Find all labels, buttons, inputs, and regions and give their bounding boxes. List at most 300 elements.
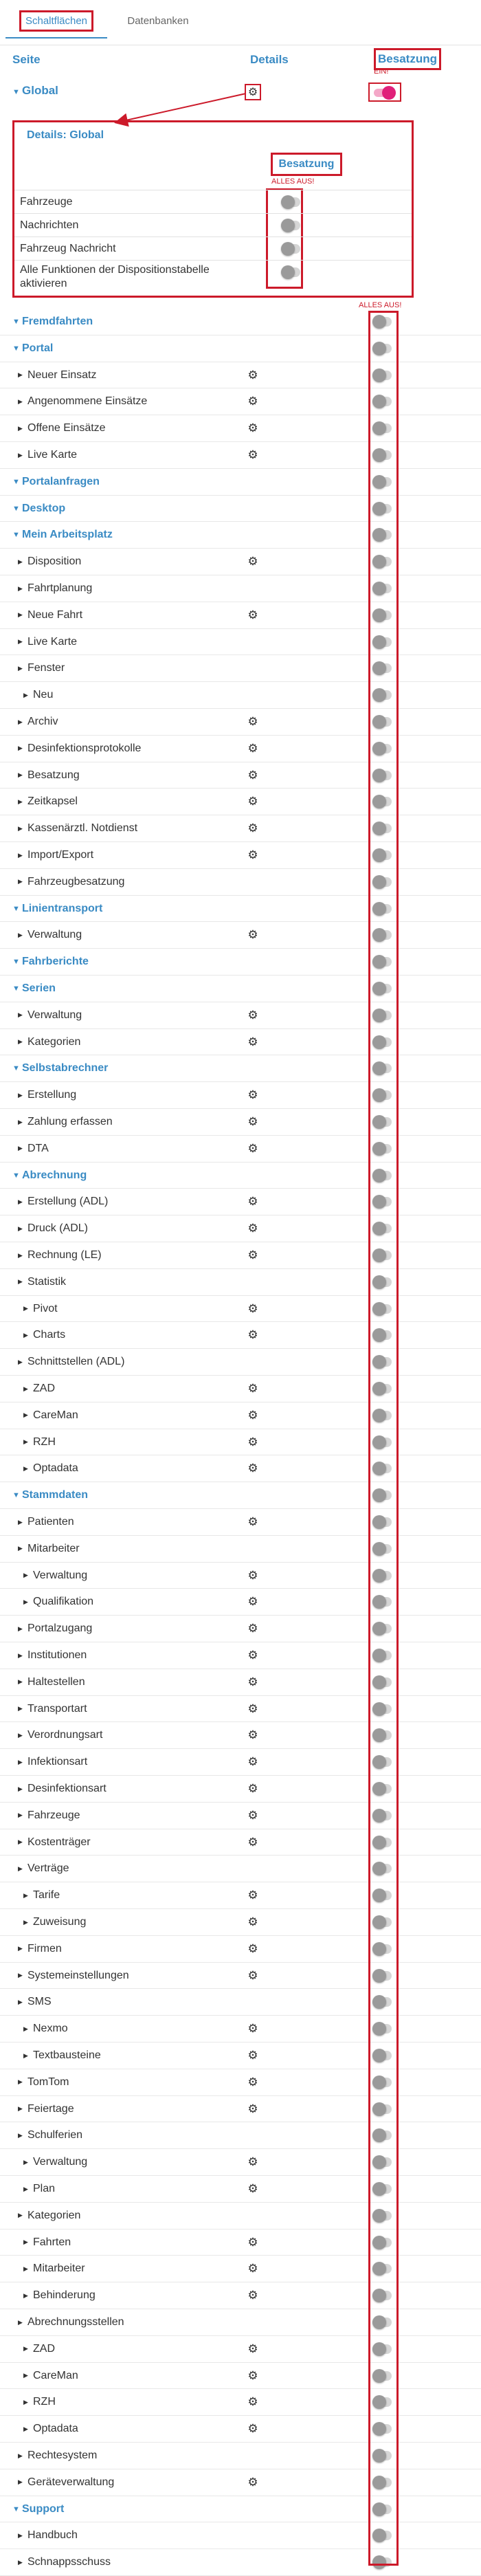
gear-icon[interactable]: ⚙: [247, 1568, 258, 1582]
row-label-text: Statistik: [27, 1275, 67, 1288]
page-label[interactable]: [23, 2176, 55, 2202]
collapse-caret-icon: ▶: [23, 2398, 28, 2406]
expand-caret-icon: ▼: [12, 477, 20, 486]
collapse-caret-icon: ▶: [18, 851, 23, 859]
page-label[interactable]: [18, 815, 137, 841]
gear-icon[interactable]: ⚙: [247, 2342, 258, 2355]
collapse-caret-icon: ▶: [18, 718, 23, 725]
page-label[interactable]: [18, 2522, 78, 2549]
collapse-caret-icon: ▶: [18, 1278, 23, 1286]
gear-icon[interactable]: ⚙: [247, 2368, 258, 2382]
section-label[interactable]: [12, 522, 113, 548]
list-item: [0, 1296, 481, 1323]
collapse-caret-icon: ▶: [18, 745, 23, 752]
gear-icon[interactable]: ⚙: [247, 2049, 258, 2062]
page-label[interactable]: [18, 1109, 113, 1135]
gear-icon[interactable]: ⚙: [247, 1889, 258, 1902]
page-label[interactable]: [18, 736, 141, 762]
row-label-text: Geräteverwaltung: [27, 2476, 115, 2488]
page-label[interactable]: [23, 1455, 78, 1482]
list-item: [0, 1856, 481, 1882]
global-toggle-on[interactable]: [368, 82, 401, 102]
row-label-text: Neu: [33, 689, 54, 701]
details-row-label: Fahrzeug Nachricht: [20, 243, 116, 254]
tab-bar: [0, 0, 481, 45]
collapse-caret-icon: ▶: [18, 1838, 23, 1846]
list-item: [0, 1909, 481, 1936]
collapse-caret-icon: ▶: [23, 2025, 28, 2032]
collapse-caret-icon: ▶: [18, 424, 23, 432]
row-label-text: Live Karte: [27, 449, 78, 461]
gear-icon[interactable]: ⚙: [247, 928, 258, 942]
row-label-text: RZH: [33, 2396, 56, 2408]
collapse-caret-icon: ▶: [18, 2131, 23, 2139]
collapse-caret-icon: ▶: [18, 1118, 23, 1125]
row-label-text: Zuweisung: [33, 1916, 87, 1928]
row-label-text: Verwaltung: [27, 1009, 82, 1021]
page-label[interactable]: [23, 2043, 101, 2069]
row-label-text: Qualifikation: [33, 1596, 94, 1608]
page-label[interactable]: [23, 1376, 55, 1402]
collapse-caret-icon: ▶: [18, 2558, 23, 2566]
collapse-caret-icon: ▶: [23, 1305, 28, 1312]
row-label-text: Mitarbeiter: [33, 2263, 85, 2275]
row-label-text: Optadata: [33, 1462, 78, 1475]
page-label[interactable]: [23, 2416, 78, 2442]
details-row-label: Nachrichten: [20, 219, 79, 231]
row-label-text: Tarife: [33, 1889, 60, 1902]
row-label-text: Verordnungsart: [27, 1729, 103, 1741]
row-label-text: Besatzung: [27, 769, 80, 781]
page-label[interactable]: [18, 1242, 102, 1268]
gear-icon[interactable]: ⚙: [247, 2262, 258, 2276]
section-label[interactable]: [12, 976, 56, 1002]
list-item: [0, 789, 481, 815]
gear-icon[interactable]: ⚙: [247, 1328, 258, 1342]
global-label[interactable]: [12, 84, 58, 98]
gear-icon[interactable]: ⚙: [247, 395, 258, 408]
gear-icon[interactable]: ⚙: [247, 1195, 258, 1209]
gear-icon[interactable]: ⚙: [247, 1222, 258, 1235]
collapse-caret-icon: ▶: [18, 371, 23, 379]
row-label-text: Portal: [22, 342, 54, 354]
gear-icon[interactable]: ⚙: [247, 1248, 258, 1262]
collapse-caret-icon: ▶: [18, 2478, 23, 2486]
gear-icon[interactable]: ⚙: [247, 1088, 258, 1102]
section-label[interactable]: [12, 896, 102, 922]
gear-icon[interactable]: ⚙: [247, 1782, 258, 1795]
gear-icon[interactable]: ⚙: [247, 795, 258, 808]
gear-icon[interactable]: ⚙: [247, 1408, 258, 1422]
list-item: [0, 1002, 481, 1029]
list-item: [0, 1376, 481, 1402]
page-label[interactable]: [23, 1882, 60, 1908]
gear-icon[interactable]: ⚙: [247, 368, 258, 382]
row-label-text: Schnittstellen (ADL): [27, 1356, 125, 1368]
collapse-caret-icon: ▶: [23, 2185, 28, 2192]
gear-icon[interactable]: ⚙: [247, 1622, 258, 1636]
section-row: [0, 2496, 481, 2523]
collapse-caret-icon: ▶: [18, 931, 23, 938]
row-label-text: Fenster: [27, 662, 65, 674]
page-label[interactable]: [18, 1722, 102, 1748]
page-label[interactable]: [18, 1189, 108, 1215]
gear-icon[interactable]: ⚙: [247, 1968, 258, 1982]
page-label[interactable]: [18, 1642, 87, 1669]
page-label[interactable]: [23, 2016, 68, 2042]
page-label[interactable]: [18, 1856, 69, 1882]
collapse-caret-icon: ▶: [18, 1731, 23, 1739]
row-label-text: Kategorien: [27, 2209, 81, 2221]
gear-icon[interactable]: ⚙: [247, 2102, 258, 2115]
row-label-text: Schnappsschuss: [27, 2556, 111, 2568]
gear-icon[interactable]: ⚙: [247, 2395, 258, 2409]
section-row: [0, 1163, 481, 1189]
page-label[interactable]: [18, 1269, 66, 1295]
page-label[interactable]: [18, 2443, 97, 2469]
collapse-caret-icon: ▶: [18, 797, 23, 805]
gear-icon[interactable]: ⚙: [247, 1435, 258, 1449]
list-item: [0, 1749, 481, 1776]
section-row: [0, 335, 481, 362]
gear-icon[interactable]: ⚙: [247, 2422, 258, 2436]
details-toggle[interactable]: [281, 197, 300, 207]
row-label-text: Abrechnungsstellen: [27, 2316, 124, 2328]
list-item: [0, 2363, 481, 2390]
page-label[interactable]: [18, 842, 93, 868]
column-header-page: Seite: [12, 53, 41, 66]
row-label-text: Desinfektionsprotokolle: [27, 742, 142, 754]
row-label-text: Schulferien: [27, 2129, 83, 2142]
gear-icon[interactable]: ⚙: [247, 2022, 258, 2036]
page-label[interactable]: [18, 2309, 124, 2335]
gear-icon[interactable]: ⚙: [247, 1301, 258, 1315]
section-label[interactable]: [12, 1482, 88, 1508]
page-label[interactable]: [18, 1829, 91, 1856]
page-label[interactable]: [18, 415, 106, 441]
details-row: [14, 213, 412, 236]
page-label[interactable]: [18, 388, 147, 415]
gear-icon[interactable]: ⚙: [247, 2075, 258, 2089]
row-label-text: Fahrberichte: [22, 956, 89, 968]
row-label-text: Linientransport: [22, 902, 103, 914]
page-label[interactable]: [18, 575, 92, 602]
gear-icon[interactable]: ⚙: [247, 1675, 258, 1688]
row-label-text: Haltestellen: [27, 1675, 85, 1688]
gear-icon[interactable]: ⚙: [247, 1915, 258, 1928]
page-label[interactable]: [18, 1696, 87, 1722]
gear-icon[interactable]: ⚙: [247, 2235, 258, 2249]
row-label-text: Erstellung (ADL): [27, 1196, 109, 1208]
gear-icon[interactable]: ⚙: [247, 1515, 258, 1528]
list-item: [0, 1349, 481, 1376]
page-label[interactable]: [18, 362, 97, 388]
list-item: [0, 2203, 481, 2230]
gear-icon[interactable]: ⚙: [247, 1702, 258, 1715]
page-label[interactable]: [18, 442, 77, 468]
toggle-on-caption: EIN!: [374, 67, 389, 76]
page-label[interactable]: [18, 709, 58, 735]
page-label[interactable]: [18, 1536, 80, 1562]
list-item: [0, 922, 481, 949]
collapse-caret-icon: ▶: [23, 1918, 28, 1926]
section-label[interactable]: [12, 1163, 87, 1189]
details-row: [14, 190, 412, 213]
gear-icon[interactable]: ⚙: [247, 822, 258, 835]
list-item: [0, 2336, 481, 2363]
tab-schaltflaechen-label: Schaltflächen: [19, 10, 93, 32]
page-label[interactable]: [18, 762, 80, 789]
list-item: [0, 2016, 481, 2043]
details-toggle[interactable]: [281, 221, 300, 230]
expand-caret-icon: ▼: [12, 984, 20, 993]
gear-icon[interactable]: ⚙: [247, 448, 258, 461]
collapse-caret-icon: ▶: [18, 1972, 23, 1979]
gear-icon[interactable]: ⚙: [247, 1141, 258, 1155]
page-label[interactable]: [23, 2149, 87, 2175]
collapse-caret-icon: ▶: [18, 1758, 23, 1765]
page-label[interactable]: [18, 1936, 62, 1962]
section-label[interactable]: [12, 469, 100, 495]
page-label[interactable]: [23, 2230, 71, 2256]
expand-caret-icon: ▼: [12, 958, 20, 967]
collapse-caret-icon: ▶: [18, 1224, 23, 1232]
page-label[interactable]: [23, 1296, 58, 1322]
row-label-text: Charts: [33, 1329, 66, 1341]
details-column-header-besatzung[interactable]: Besatzung: [271, 153, 342, 176]
collapse-caret-icon: ▶: [23, 2051, 28, 2059]
page-label[interactable]: [23, 2389, 56, 2415]
gear-icon[interactable]: ⚙: [247, 768, 258, 782]
page-label[interactable]: [18, 655, 65, 681]
tab-schaltflaechen[interactable]: [5, 7, 107, 34]
page-label[interactable]: [18, 1002, 82, 1028]
page-label[interactable]: [18, 1215, 88, 1242]
main-toggle-highlight: [368, 311, 399, 2566]
page-label[interactable]: [18, 1029, 80, 1055]
collapse-caret-icon: ▶: [18, 2212, 23, 2219]
details-toggle[interactable]: [281, 244, 300, 254]
page-label[interactable]: [18, 549, 81, 575]
collapse-caret-icon: ▶: [18, 771, 23, 779]
collapse-caret-icon: ▶: [18, 1198, 23, 1205]
page-label[interactable]: [18, 1136, 49, 1162]
row-label-text: Feiertage: [27, 2102, 74, 2115]
list-item: [0, 842, 481, 869]
gear-icon[interactable]: ⚙: [247, 421, 258, 435]
page-label[interactable]: [18, 1082, 76, 1108]
page-label[interactable]: [18, 1963, 129, 1989]
expand-caret-icon: ▼: [12, 504, 20, 513]
list-item: [0, 415, 481, 442]
details-row-label: Alle Funktionen der Dispositionstabelle aktivieren: [20, 264, 210, 289]
list-item: [0, 682, 481, 709]
list-item: [0, 2069, 481, 2096]
collapse-caret-icon: ▶: [18, 611, 23, 619]
collapse-caret-icon: ▶: [23, 2345, 28, 2353]
section-row: [0, 496, 481, 522]
gear-icon[interactable]: ⚙: [247, 1115, 258, 1128]
page-label[interactable]: [23, 2256, 85, 2282]
page-label[interactable]: [18, 2122, 82, 2148]
global-label-text: Global: [22, 84, 58, 97]
section-row: [0, 1055, 481, 1082]
section-row: [0, 949, 481, 976]
row-label-text: Verwaltung: [27, 929, 82, 941]
gear-icon[interactable]: ⚙: [247, 1835, 258, 1849]
list-item: [0, 1455, 481, 1482]
list-item: [0, 2096, 481, 2123]
row-label-text: Kostenträger: [27, 1836, 91, 1848]
page-label[interactable]: [18, 1749, 87, 1775]
row-label-text: Druck (ADL): [27, 1222, 89, 1235]
page-label[interactable]: [23, 1402, 78, 1429]
list-item: [0, 2416, 481, 2443]
row-label-text: Behinderung: [33, 2289, 96, 2302]
page-label[interactable]: [18, 1616, 92, 1642]
gear-icon[interactable]: ⚙: [247, 741, 258, 755]
list-item: [0, 2230, 481, 2256]
list-item: [0, 362, 481, 389]
collapse-caret-icon: ▶: [18, 824, 23, 832]
page-label[interactable]: [18, 629, 77, 655]
list-item: [0, 655, 481, 682]
page-label[interactable]: [18, 1803, 80, 1829]
gear-icon[interactable]: ⚙: [247, 2182, 258, 2195]
gear-icon[interactable]: ⚙: [247, 1728, 258, 1742]
gear-icon[interactable]: ⚙: [247, 1808, 258, 1822]
section-label[interactable]: [12, 949, 89, 975]
page-label[interactable]: [18, 869, 124, 895]
row-label-text: Handbuch: [27, 2529, 78, 2542]
page-label[interactable]: [18, 1669, 85, 1695]
list-item: [0, 2389, 481, 2416]
row-label-text: Rechnung (LE): [27, 1249, 102, 1261]
collapse-caret-icon: ▶: [23, 1891, 28, 1899]
row-label-text: Verwaltung: [33, 2156, 88, 2168]
row-label-text: RZH: [33, 1435, 56, 1448]
page-label[interactable]: [18, 2469, 114, 2496]
gear-icon[interactable]: ⚙: [247, 848, 258, 861]
collapse-caret-icon: ▶: [23, 2265, 28, 2272]
gear-icon[interactable]: ⚙: [247, 1035, 258, 1048]
row-label-text: Desktop: [22, 502, 66, 514]
gear-icon[interactable]: ⚙: [247, 715, 258, 728]
list-item: [0, 442, 481, 469]
column-header-besatzung[interactable]: Besatzung: [374, 48, 441, 70]
gear-icon[interactable]: ⚙: [247, 555, 258, 569]
gear-icon[interactable]: ⚙: [245, 84, 261, 100]
toggle-knob: [281, 219, 295, 232]
section-row: [0, 896, 481, 923]
page-label[interactable]: [18, 2203, 80, 2229]
page-label[interactable]: [18, 1776, 107, 1802]
details-toggle[interactable]: [281, 267, 300, 277]
page-label[interactable]: [23, 682, 53, 708]
page-label[interactable]: [18, 602, 82, 628]
page-label[interactable]: [18, 1509, 74, 1535]
gear-icon[interactable]: ⚙: [247, 1008, 258, 1022]
list-item: [0, 1109, 481, 1136]
page-label[interactable]: [18, 1989, 52, 2015]
list-item: [0, 1829, 481, 1856]
page-label[interactable]: [23, 1563, 87, 1589]
page-label[interactable]: [23, 1322, 65, 1348]
page-label[interactable]: [23, 2336, 55, 2362]
table-header: [0, 45, 481, 76]
page-label[interactable]: [23, 1589, 93, 1615]
row-label-text: Neuer Einsatz: [27, 368, 97, 381]
gear-icon[interactable]: ⚙: [247, 1382, 258, 1395]
row-label-text: Live Karte: [27, 635, 78, 648]
details-row: [14, 236, 412, 260]
page-label[interactable]: [18, 1349, 124, 1375]
gear-icon[interactable]: ⚙: [247, 1649, 258, 1662]
toggle-knob: [382, 86, 396, 100]
list-item: [0, 2256, 481, 2282]
list-item: [0, 2176, 481, 2203]
section-label[interactable]: [12, 2496, 64, 2522]
row-label-text: CareMan: [33, 2369, 78, 2381]
gear-icon[interactable]: ⚙: [247, 1595, 258, 1609]
page-label[interactable]: [18, 2096, 74, 2122]
collapse-caret-icon: ▶: [23, 1464, 28, 1472]
section-label[interactable]: [12, 335, 53, 362]
tab-datenbanken[interactable]: Datenbanken: [127, 14, 189, 27]
section-row: [0, 1482, 481, 1509]
row-label-text: Optadata: [33, 2423, 78, 2435]
list-item: [0, 2522, 481, 2549]
page-label[interactable]: [23, 2363, 78, 2389]
page-label[interactable]: [18, 2549, 111, 2575]
list-item: [0, 2122, 481, 2149]
row-label-text: Textbausteine: [33, 2049, 101, 2061]
collapse-caret-icon: ▶: [18, 1864, 23, 1872]
page-label[interactable]: [23, 1429, 56, 1455]
page-label[interactable]: [18, 2069, 69, 2095]
row-label-text: Zeitkapsel: [27, 795, 78, 808]
section-label[interactable]: [12, 1055, 108, 1081]
collapse-caret-icon: ▶: [18, 1678, 23, 1686]
section-label[interactable]: [12, 309, 93, 335]
row-label-text: Erstellung: [27, 1089, 77, 1101]
row-label-text: Fahrzeugbesatzung: [27, 875, 125, 888]
page-label[interactable]: [18, 922, 82, 948]
gear-icon[interactable]: ⚙: [247, 2289, 258, 2302]
gear-icon[interactable]: ⚙: [247, 1462, 258, 1475]
collapse-caret-icon: ▶: [23, 691, 28, 698]
page-label[interactable]: [18, 789, 78, 815]
page-label[interactable]: [23, 2282, 96, 2309]
expand-caret-icon: ▼: [12, 2505, 20, 2513]
list-item: [0, 1776, 481, 1803]
gear-icon[interactable]: ⚙: [247, 608, 258, 621]
row-label-text: Disposition: [27, 555, 82, 568]
list-item: [0, 1936, 481, 1963]
collapse-caret-icon: ▶: [18, 451, 23, 459]
gear-icon[interactable]: ⚙: [247, 2475, 258, 2489]
collapse-caret-icon: ▶: [23, 2425, 28, 2432]
page-label[interactable]: [23, 1909, 86, 1935]
gear-icon[interactable]: ⚙: [247, 2155, 258, 2169]
collapse-caret-icon: ▶: [23, 2291, 28, 2299]
list-item: [0, 1882, 481, 1909]
section-label[interactable]: [12, 496, 65, 522]
list-item: [0, 1269, 481, 1296]
gear-icon[interactable]: ⚙: [247, 1941, 258, 1955]
gear-icon[interactable]: ⚙: [247, 1755, 258, 1769]
row-label-text: TomTom: [27, 2076, 69, 2088]
